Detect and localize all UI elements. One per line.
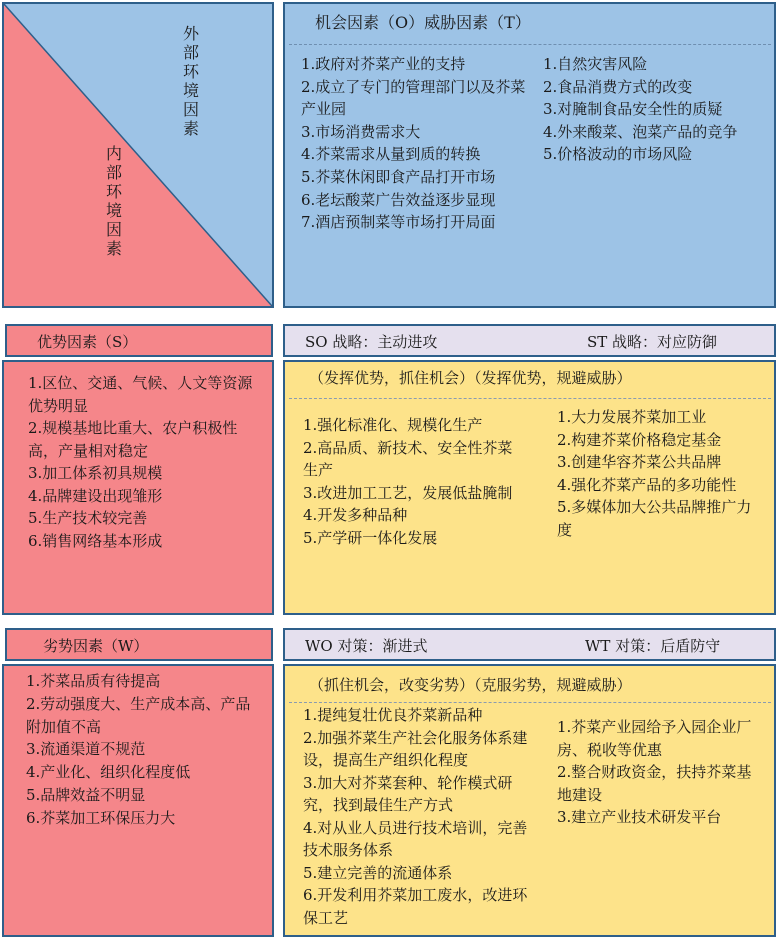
strength-item: 2.规模基地比重大、农户积极性高，产量相对稳定 [28,419,238,460]
so-list [303,414,519,549]
ot-divider [289,44,771,45]
strengths-header: 优势因素（S） [37,333,138,351]
so-item: 3.改进加工工艺，发展低盐腌制 [303,483,513,502]
wo-wt-header-cell [283,628,776,661]
wt-strategy-title: WT 对策：后盾防守 [585,637,721,655]
threats-list [543,53,755,166]
opportunity-item: 6.老坛酸菜广告效益逐步显现 [301,190,496,209]
so-item: 5.产学研一体化发展 [303,528,438,547]
wo-item: 5.建立完善的流通体系 [303,863,453,882]
threat-item: 3.对腌制食品安全性的质疑 [543,100,723,119]
opportunity-item: 2.成立了专门的管理部门以及芥菜产业园 [301,77,526,119]
strength-item: 1.区位、交通、气候、人文等资源优势明显 [28,374,253,415]
opportunities-list [301,53,529,234]
wo-item: 6.开发利用芥菜加工废水，改进环保工艺 [303,886,528,927]
strengths-header-cell [5,324,273,357]
threat-item: 5.价格波动的市场风险 [543,145,693,164]
strength-item: 3.加工体系初具规模 [28,464,163,482]
wt-item: 2.整合财政资金，扶持芥菜基地建设 [557,763,752,804]
so-item: 2.高品质、新技术、安全性芥菜生产 [303,438,513,479]
strength-item: 5.生产技术较完善 [28,509,148,527]
opportunity-item: 3.市场消费需求大 [301,122,421,141]
st-item: 5.多媒体加大公共品牌推广力度 [557,498,752,539]
opportunity-item: 7.酒店预制菜等市场打开局面 [301,213,496,232]
ot-block [283,2,776,308]
st-item: 4.强化芥菜产品的多功能性 [557,475,737,494]
opportunity-item: 1.政府对芥菜产业的支持 [301,55,466,73]
weakness-item: 3.流通渠道不规范 [26,740,146,759]
wo-item: 1.提纯复壮优良芥菜新品种 [303,706,483,724]
wo-wt-divider [289,702,771,703]
st-item: 2.构建芥菜价格稳定基金 [557,430,722,449]
weakness-item: 2.劳动强度大、生产成本高、产品附加值不高 [26,694,251,736]
wo-item: 3.加大对芥菜套种、轮作模式研究，找到最佳生产方式 [303,773,513,814]
corner-cell [2,2,274,308]
wt-item: 1.芥菜产业园给予入园企业厂房、税收等优惠 [557,718,752,759]
wo-wt-subtitle: （抓住机会，改变劣势）（克服劣势，规避威胁） [309,676,632,694]
so-st-cell [283,360,776,615]
weakness-item: 4.产业化、组织化程度低 [26,763,191,782]
opportunity-item: 5.芥菜休闲即食产品打开市场 [301,167,496,186]
weakness-item: 6.芥菜加工环保压力大 [26,808,176,827]
threat-item: 4.外来酸菜、泡菜产品的竞争 [543,122,738,141]
wo-wt-cell [283,664,776,937]
so-st-subtitle: （发挥优势，抓住机会）（发挥优势，规避威胁） [309,369,632,387]
weaknesses-header: 劣势因素（W） [43,637,149,655]
threat-item: 2.食品消费方式的改变 [543,77,693,96]
st-list [557,406,757,541]
weaknesses-cell [2,664,274,937]
wo-item: 2.加强芥菜生产社会化服务体系建设，提高生产组织化程度 [303,728,528,769]
st-item: 1.大力发展芥菜加工业 [557,408,707,426]
weakness-item: 1.芥菜品质有待提高 [26,672,161,690]
internal-factors-label: 内部环境因素 [105,144,122,258]
wo-list [303,704,535,929]
threat-item: 1.自然灾害风险 [543,55,648,73]
weaknesses-header-cell [5,628,273,661]
weakness-item: 5.品牌效益不明显 [26,785,146,804]
so-item: 1.强化标准化、规模化生产 [303,416,483,434]
so-item: 4.开发多种品种 [303,506,408,524]
strength-item: 4.品牌建设出现雏形 [28,486,163,505]
strengths-list [28,372,256,552]
strengths-cell [2,360,274,615]
so-st-header-cell [283,324,776,357]
wt-item: 3.建立产业技术研发平台 [557,808,722,826]
so-strategy-title: SO 战略：主动进攻 [305,333,438,351]
external-factors-label: 外部环境因素 [182,24,199,138]
wo-item: 4.对从业人员进行技术培训，完善技术服务体系 [303,818,528,859]
opportunity-item: 4.芥菜需求从量到质的转换 [301,145,481,164]
weaknesses-list [26,670,254,830]
wt-list [557,716,757,829]
wo-strategy-title: WO 对策：渐进式 [305,637,428,655]
strength-item: 6.销售网络基本形成 [28,531,163,550]
st-item: 3.创建华容芥菜公共品牌 [557,453,722,471]
ot-header: 机会因素（O）威胁因素（T） [315,13,531,32]
st-strategy-title: ST 战略：对应防御 [587,333,718,351]
corner-diagonal [4,4,272,306]
so-st-divider [289,398,771,399]
